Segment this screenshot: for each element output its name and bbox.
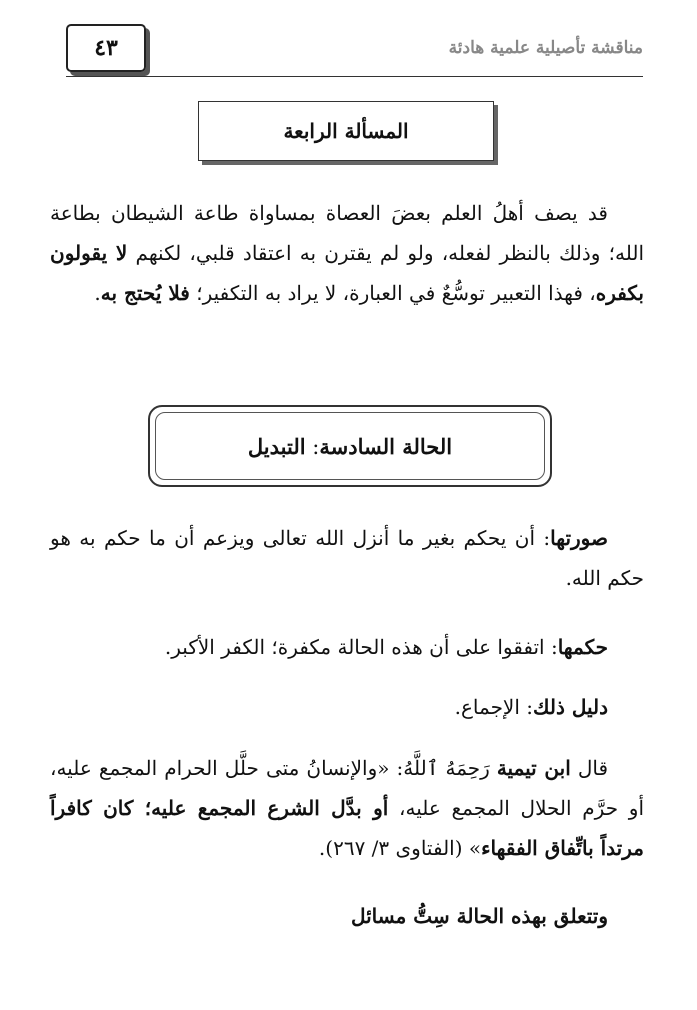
ruling-label: حكمها [557, 635, 608, 659]
header-divider [66, 76, 643, 77]
form-text: : أن يحكم بغير ما أنزل الله تعالى ويزعم أن ما حكم به هو حكم الله. [50, 526, 644, 590]
p1-text-1: قد يصف أهلُ العلم بعضَ العصاة بمساواة طاعة الشيطان بطاعة الله؛ وذلك بالنظر لفعله، ولو لم يقترن به اعتقاد قلبي، لكنهم [50, 201, 645, 265]
form-label: صورتها [550, 526, 608, 550]
ruling-text: : اتفقوا على أن هذه الحالة مكفرة؛ الكفر الأكبر. [164, 635, 558, 659]
paragraph-ruling [50, 627, 644, 667]
running-header-title: مناقشة تأصيلية علمية هادئة [448, 38, 643, 58]
quote-author: ابن تيمية [496, 756, 571, 780]
case-heading-label: الحالة السادسة [319, 433, 453, 459]
p1-bold-1: لا يقولون بكفره [50, 241, 644, 305]
case-heading-title: التبديل [247, 433, 306, 459]
p1-bold-2: فلا يُحتج به [100, 281, 190, 305]
p1-text-2: ، فهذا التعبير توسُّعٌ في العبارة، لا يراد به التكفير؛ [189, 281, 596, 305]
case-heading-box [148, 405, 552, 487]
paragraph-form [50, 518, 644, 598]
evidence-label: دليل ذلك [533, 695, 608, 719]
paragraph-closing [50, 896, 644, 936]
quote-text-2: رَحِمَهُ ٱللَّهُ: «والإنسانُ متى حلَّل الحرام المجمع عليه، أو حرَّم الحلال المجمع عليه، [50, 756, 645, 820]
section-title: المسألة الرابعة [283, 119, 409, 143]
evidence-text: : الإجماع. [454, 695, 533, 719]
p1-text-3: . [94, 281, 101, 305]
paragraph-evidence [50, 687, 644, 727]
paragraph-quote [50, 748, 644, 868]
page-number: ٤٣ [66, 24, 146, 72]
paragraph-1 [50, 193, 644, 313]
section-title-box [198, 101, 494, 161]
quote-text-3: » (الفتاوى ٣/ ٢٦٧). [318, 836, 482, 860]
case-heading-separator: : [305, 434, 320, 459]
closing-text: وتتعلق بهذه الحالة سِتُّ مسائل [350, 904, 608, 928]
quote-bold: أو بدَّل الشرع المجمع عليه؛ كان كافراً مرتداً باتِّفاق الفقهاء [50, 796, 644, 860]
quote-text-1: قال [570, 756, 609, 780]
